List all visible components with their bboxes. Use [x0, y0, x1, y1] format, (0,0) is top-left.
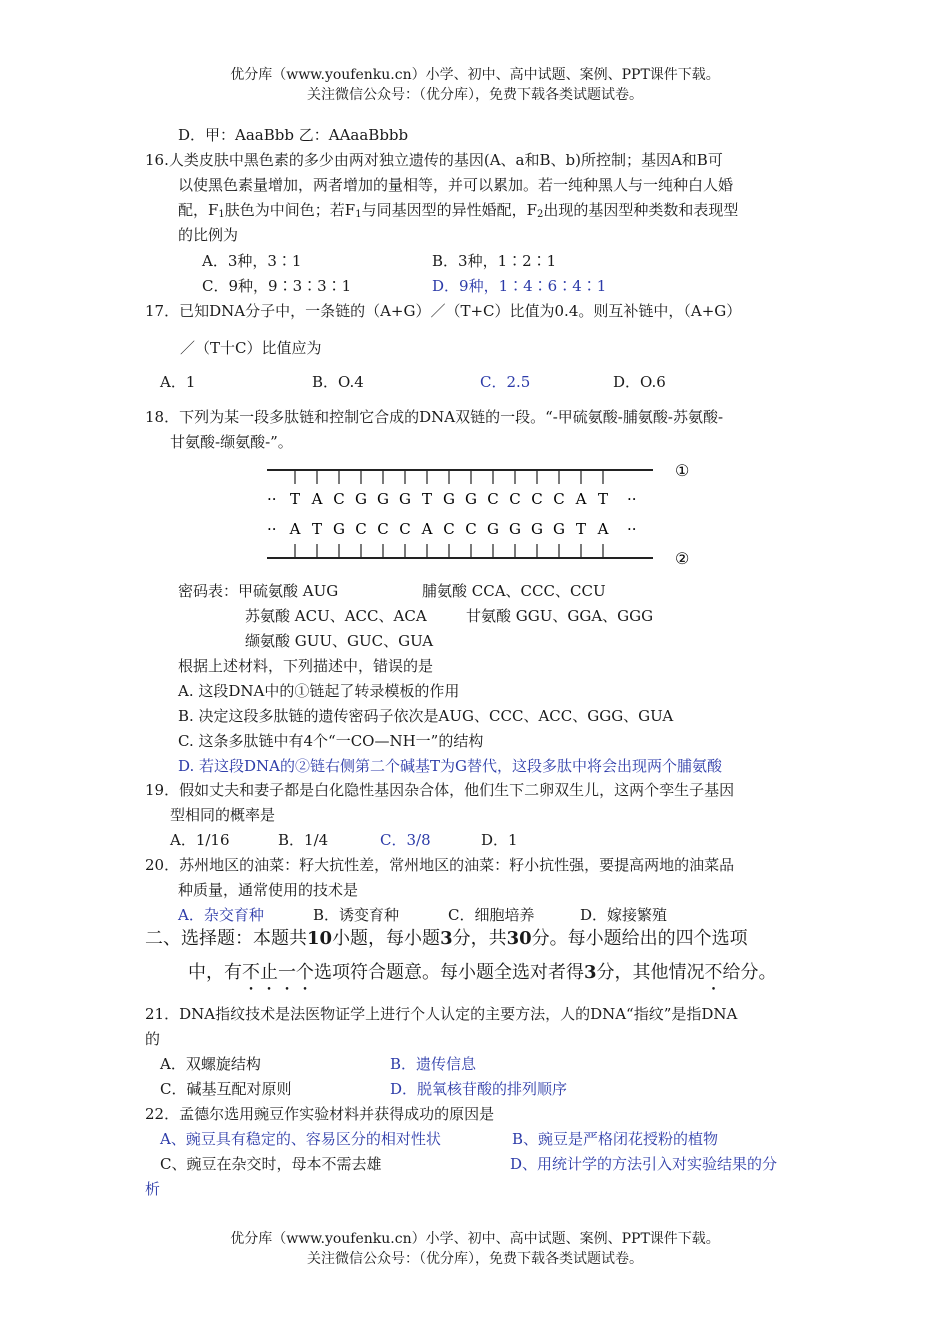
q21-line-2: 的 — [145, 1030, 161, 1048]
strand-2-base: T — [311, 520, 323, 538]
header-line-2: 关注微信公众号：（优分库），免费下载各类试题试卷。 — [307, 87, 643, 103]
header-line-1: 优分库（www.youfenku.cn）小学、初中、高中试题、案例、PPT课件下载。 — [230, 67, 720, 83]
strand-1-base: C — [333, 490, 345, 508]
q16-option-a: A．3种，3∶1 — [202, 252, 302, 270]
strand-2-base: C — [443, 520, 455, 538]
emphasis-char: 不 — [704, 962, 723, 983]
q22-option-d: D、用统计学的方法引入对实验结果的分 — [510, 1155, 778, 1173]
q18-option-b: B. 决定这段多肽链的遗传密码子依次是AUG、CCC、ACC、GGG、GUA — [178, 707, 674, 725]
q20-option-c: C．细胞培养 — [448, 906, 535, 924]
q19-option-b: B．1/4 — [278, 831, 329, 849]
q16-option-d: D．9种，1∶4∶6∶4∶1 — [432, 277, 607, 295]
strand-2-base: C — [377, 520, 389, 538]
q16-line-1: 16.人类皮肤中黑色素的多少由两对独立遗传的基因(A、a和B、b)所控制；基因A和B可 — [145, 151, 723, 169]
q17-option-c: C．2.5 — [480, 373, 531, 391]
strand-2-base: C — [399, 520, 411, 538]
strand-2-base: G — [509, 520, 521, 538]
strand-1-base: G — [377, 490, 389, 508]
strand-2-base: T — [575, 520, 587, 538]
strand-2-base: C — [465, 520, 477, 538]
q16-line-3: 配，$F_1$肤色为中间色；若$F_1$与同基因型的异性婚配，$F_2$出现的基因型种类数和表现型 — [178, 201, 739, 220]
q16-line-4: 的比例为 — [178, 226, 239, 244]
q19-option-a: A．1/16 — [170, 831, 230, 849]
codon-table-line-2a: 苏氨酸 ACU、ACC、ACA — [245, 607, 427, 625]
q17-option-a: A．1 — [160, 373, 196, 391]
q22-option-d-continued: 析 — [145, 1180, 161, 1198]
q21-option-b: B．遗传信息 — [390, 1055, 477, 1073]
emphasis-char: 一 — [278, 962, 296, 983]
codon-table-line-1a: 密码表：甲硫氨酸 AUG — [178, 582, 339, 600]
footer-line-2: 关注微信公众号：（优分库），免费下载各类试题试卷。 — [307, 1251, 643, 1267]
q20-option-b: B．诱变育种 — [313, 906, 400, 924]
q20-option-a: A．杂交育种 — [178, 906, 264, 924]
strand-2-base: G — [553, 520, 565, 538]
strand-label-2: ② — [675, 549, 690, 568]
q20-option-d: D．嫁接繁殖 — [580, 906, 668, 924]
strand-1-base: A — [575, 490, 587, 508]
strand-1-base: C — [531, 490, 543, 508]
strand-2-left-dots: ·· — [267, 520, 277, 538]
strand-1-base: G — [399, 490, 411, 508]
emphasis-char: 止 — [260, 962, 278, 983]
q17-option-b: B．O.4 — [312, 373, 364, 391]
q19-line-2: 型相同的概率是 — [170, 806, 276, 824]
section-2-heading-line-1: 二、选择题：本题共10小题，每小题3分，共30分。每小题给出的四个选项 — [145, 928, 748, 949]
q21-option-c: C．碱基互配对原则 — [160, 1080, 292, 1098]
q19-option-d: D．1 — [481, 831, 518, 849]
strand-1-base: G — [465, 490, 477, 508]
strand-1-base: C — [553, 490, 565, 508]
q18-option-d: D. 若这段DNA的②链右侧第二个碱基T为G替代，这段多肽中将会出现两个脯氨酸 — [178, 757, 723, 775]
q22-option-a: A、豌豆具有稳定的、容易区分的相对性状 — [160, 1130, 441, 1148]
strand-1-base: T — [597, 490, 609, 508]
q21-option-a: A．双螺旋结构 — [160, 1055, 261, 1073]
footer-line-1: 优分库（www.youfenku.cn）小学、初中、高中试题、案例、PPT课件下载。 — [230, 1231, 720, 1247]
q18-option-a: A. 这段DNA中的①链起了转录模板的作用 — [178, 682, 460, 700]
strand-2-base: C — [355, 520, 367, 538]
q15-option-d: D．甲：AaaBbb 乙：AAaaBbbb — [178, 126, 409, 144]
strand-1-base: T — [421, 490, 433, 508]
q20-line-1: 20．苏州地区的油菜：籽大抗性差，常州地区的油菜：籽小抗性强，要提高两地的油菜品 — [145, 856, 735, 874]
q17-line-2: ／（T十C）比值应为 — [180, 339, 322, 357]
emphasis-char: 不 — [242, 962, 260, 983]
q16-option-b: B．3种，1∶2∶1 — [432, 252, 557, 270]
q21-option-d: D．脱氧核苷酸的排列顺序 — [390, 1080, 568, 1098]
q16-line-2: 以使黑色素量增加，两者增加的量相等，并可以累加。若一纯种黑人与一纯种白人婚 — [178, 176, 734, 194]
strand-1-base: A — [311, 490, 323, 508]
q18-option-c: C. 这条多肽链中有4个“一CO—NH一”的结构 — [178, 732, 484, 750]
section-2-heading-line-2: 中，有不止一个选项符合题意。每小题全选对者得3分，其他情况不给分。 — [188, 962, 777, 983]
q22-line-1: 22．孟德尔选用豌豆作实验材料并获得成功的原因是 — [145, 1105, 495, 1123]
strand-2-right-dots: ·· — [627, 520, 637, 538]
q18-line-1: 18．下列为某一段多肽链和控制它合成的DNA双链的一段。“-甲硫氨酸-脯氨酸-苏氨酸- — [145, 408, 724, 426]
q19-line-1: 19．假如丈夫和妻子都是白化隐性基因杂合体，他们生下二卵双生儿，这两个孪生子基因 — [145, 781, 735, 799]
q17-line-1: 17．已知DNA分子中，一条链的（A+G）／（T+C）比值为0.4。则互补链中，（A+G） — [145, 302, 742, 320]
q19-option-c: C．3/8 — [380, 831, 431, 849]
strand-2-base: G — [531, 520, 543, 538]
q17-option-d: D．O.6 — [613, 373, 666, 391]
codon-table-line-1b: 脯氨酸 CCA、CCC、CCU — [422, 582, 606, 600]
q22-option-c: C、豌豆在杂交时，母本不需去雄 — [160, 1155, 382, 1173]
strand-label-1: ① — [675, 461, 690, 480]
q22-option-b: B、豌豆是严格闭花授粉的植物 — [512, 1130, 719, 1148]
q18-prompt: 根据上述材料，下列描述中，错误的是 — [178, 657, 434, 675]
strand-1-base: T — [289, 490, 301, 508]
strand-1-base: G — [443, 490, 455, 508]
q18-line-2: 甘氨酸-缬氨酸-”。 — [170, 433, 293, 451]
strand-1-base: C — [487, 490, 499, 508]
dna-double-strand-figure — [265, 460, 695, 572]
emphasis-char: 个 — [296, 962, 314, 983]
strand-1-right-dots: ·· — [627, 490, 637, 508]
strand-1-base: C — [509, 490, 521, 508]
strand-1-left-dots: ·· — [267, 490, 277, 508]
strand-2-base: G — [487, 520, 499, 538]
strand-2-base: G — [333, 520, 345, 538]
q16-option-c: C．9种，9∶3∶3∶1 — [202, 277, 352, 295]
q21-line-1: 21．DNA指纹技术是法医物证学上进行个人认定的主要方法，人的DNA“指纹”是指DNA — [145, 1005, 738, 1023]
codon-table-line-3: 缬氨酸 GUU、GUC、GUA — [245, 632, 434, 650]
codon-table-line-2b: 甘氨酸 GGU、GGA、GGG — [466, 607, 654, 625]
q20-line-2: 种质量，通常使用的技术是 — [178, 881, 359, 899]
strand-2-base: A — [289, 520, 301, 538]
strand-2-base: A — [597, 520, 609, 538]
strand-2-base: A — [421, 520, 433, 538]
strand-1-base: G — [355, 490, 367, 508]
